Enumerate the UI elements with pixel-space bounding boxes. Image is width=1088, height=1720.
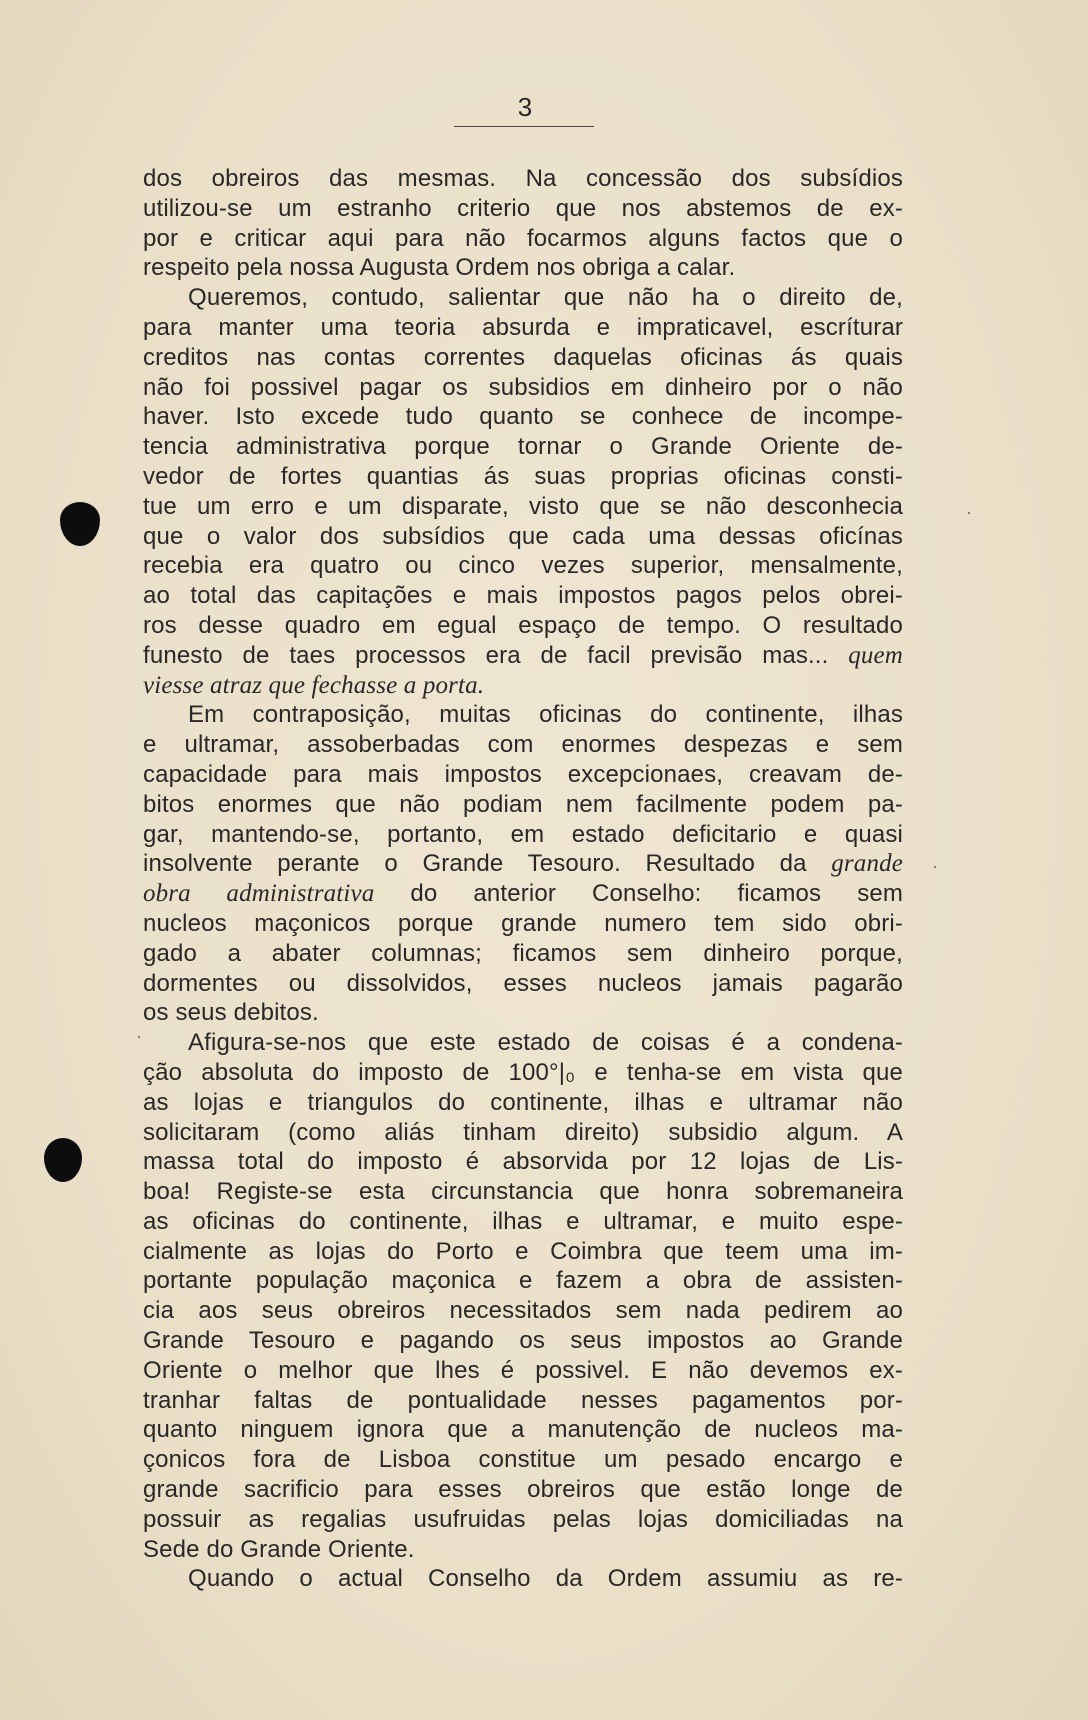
text-line — [143, 641, 903, 671]
text-line: não foi possivel pagar os subsidios em dinheiro por o não — [143, 373, 903, 401]
text-line: tue um erro e um disparate, visto que se não desconhecia — [143, 492, 903, 520]
punch-hole — [44, 1138, 82, 1182]
paper-speck — [934, 866, 936, 868]
text-line — [143, 671, 903, 701]
paper-speck — [138, 1036, 140, 1038]
italic-text: viesse atraz que fechasse a porta. — [143, 671, 485, 699]
paper-speck — [968, 512, 970, 514]
text-line: Em contraposição, muitas oficinas do continente, ilhas — [188, 701, 903, 729]
text-line: bitos enormes que não podiam nem facilmente podem pa- — [143, 790, 903, 818]
text-line-segment: do anterior Conselho: ficamos sem — [374, 880, 903, 908]
text-line: dos obreiros das mesmas. Na concessão dos subsídios — [143, 165, 903, 192]
text-line: possuir as regalias usufruidas pelas lojas domiciliadas na — [143, 1505, 903, 1533]
text-line: vedor de fortes quantias ás suas proprias oficinas consti- — [143, 462, 903, 490]
text-line: ros desse quadro em egual espaço de tempo. O resultado — [143, 611, 903, 639]
text-line: capacidade para mais impostos excepcionaes, creavam de- — [143, 760, 903, 788]
text-line: cialmente as lojas do Porto e Coimbra que teem uma im- — [143, 1237, 903, 1265]
text-line: dormentes ou dissolvidos, esses nucleos jamais pagarão — [143, 969, 903, 997]
text-line: portante população maçonica e fazem a obra de assisten- — [143, 1267, 903, 1295]
text-line: gado a abater columnas; ficamos sem dinheiro porque, — [143, 939, 903, 967]
text-line: quanto ninguem ignora que a manutenção de nucleos ma- — [143, 1416, 903, 1444]
text-line — [143, 879, 903, 909]
text-line: cia aos seus obreiros necessitados sem nada pedirem ao — [143, 1297, 903, 1325]
italic-text: obra administrativa — [143, 880, 375, 908]
text-line: nucleos maçonicos porque grande numero tem sido obri- — [143, 909, 903, 937]
page-number-rule — [454, 126, 594, 127]
italic-text: quem — [848, 641, 903, 669]
text-line: creditos nas contas correntes daquelas oficinas ás quais — [143, 343, 903, 371]
text-line: çonicos fora de Lisboa constitue um pesado encargo e — [143, 1446, 903, 1474]
text-line: por e criticar aqui para não focarmos alguns factos que o — [143, 224, 903, 252]
text-line: respeito pela nossa Augusta Ordem nos obriga a calar. — [143, 254, 736, 282]
body-text — [143, 164, 903, 1594]
text-line-segment: funesto de taes processos era de facil previsão mas... — [143, 641, 849, 669]
text-line: para manter uma teoria absurda e impraticavel, escríturar — [143, 313, 903, 341]
text-line: os seus debitos. — [143, 999, 319, 1027]
text-line: grande sacrificio para esses obreiros que estão longe de — [143, 1476, 903, 1504]
text-line: tencia administrativa porque tornar o Grande Oriente de- — [143, 433, 903, 461]
text-line: Grande Tesouro e pagando os seus impostos ao Grande — [143, 1327, 903, 1355]
text-line: Oriente o melhor que lhes é possivel. E não devemos ex- — [143, 1356, 903, 1384]
text-line: massa total do imposto é absorvida por 12 lojas de Lis- — [143, 1148, 903, 1176]
text-line: Afigura-se-nos que este estado de coisas é a condena- — [188, 1029, 903, 1057]
text-line: Queremos, contudo, salientar que não ha o direito de, — [188, 284, 903, 312]
text-line: gar, mantendo-se, portanto, em estado deficitario e quasi — [143, 820, 903, 848]
text-line: utilizou-se um estranho criterio que nos abstemos de ex- — [143, 194, 903, 222]
text-line: Quando o actual Conselho da Ordem assumiu as re- — [188, 1565, 903, 1593]
text-line: solicitaram (como aliás tinham direito) subsidio algum. A — [143, 1118, 903, 1146]
punch-hole — [60, 502, 100, 546]
text-line: Sede do Grande Oriente. — [143, 1535, 415, 1563]
text-line: recebia era quatro ou cinco vezes superior, mensalmente, — [143, 552, 903, 580]
text-line: que o valor dos subsídios que cada uma dessas oficínas — [143, 522, 903, 550]
text-line: ção absoluta do imposto de 100°|₀ e tenha-se em vista que — [143, 1058, 903, 1086]
text-line — [143, 849, 903, 879]
text-line: boa! Registe-se esta circunstancia que honra sobremaneira — [143, 1178, 903, 1206]
page-number: 3 — [517, 92, 533, 122]
text-line-segment: insolvente perante o Grande Tesouro. Resultado da — [143, 850, 832, 878]
text-line: as lojas e triangulos do continente, ilhas e ultramar não — [143, 1088, 903, 1116]
text-line: as oficinas do continente, ilhas e ultramar, e muito espe- — [143, 1207, 903, 1235]
text-line: tranhar faltas de pontualidade nesses pagamentos por- — [143, 1386, 903, 1414]
text-line: e ultramar, assoberbadas com enormes despezas e sem — [143, 731, 903, 759]
text-line: ao total das capitações e mais impostos pagos pelos obrei- — [143, 582, 903, 610]
italic-text: grande — [831, 850, 903, 878]
text-line: haver. Isto excede tudo quanto se conhece de incompe- — [143, 403, 903, 431]
